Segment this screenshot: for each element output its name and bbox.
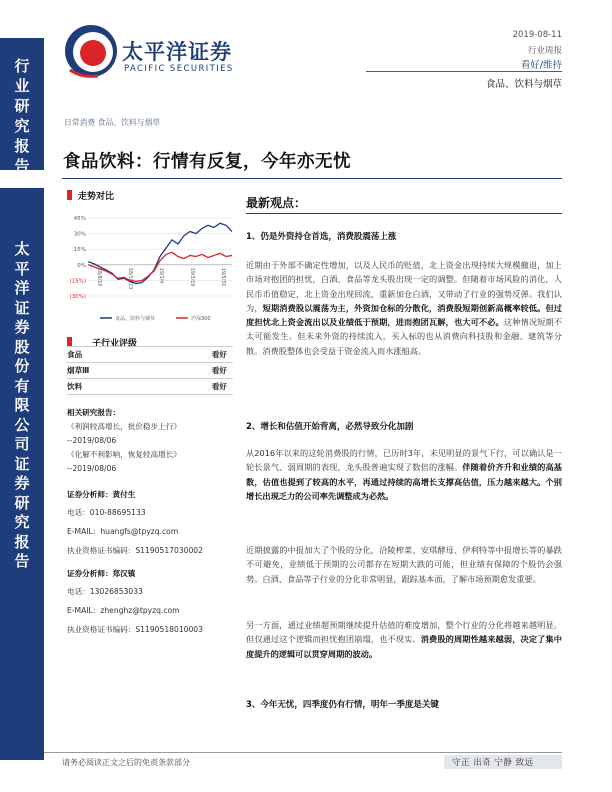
- legend-label: 食品、饮料与烟草: [115, 316, 156, 322]
- x-tick-label: 19/5/31: [220, 267, 225, 287]
- footer-divider: [44, 752, 562, 753]
- subsector-rating: 看好: [211, 366, 227, 375]
- sidebar-bottom-char: 券: [14, 474, 30, 492]
- sidebar-top-char: 报: [14, 137, 30, 155]
- sidebar-bottom-char: 研: [14, 493, 30, 512]
- sidebar-top-label: [0, 38, 44, 176]
- section-3-title: 3、今年无忧，四季度仍有行情，明年一季度是关键: [246, 700, 439, 710]
- section-1-text: 近期由于外部不确定性增加，以及人民币的贬值，北上资金出现持续大规模撤退，加上市场对抱团的担忧，白酒、食品等龙头股出现一定的调整。但随着市场风险的消化，人民币币值稳定，北上资金出现回流，重新加仓白酒，又带动了行业的强势反弹。我们认为，: [246, 260, 562, 313]
- sidebar-bottom-char: 有: [14, 376, 30, 395]
- section-2-text-3: 另一方面，通过业绩超预期继续提升估值的难度增加，整个行业的分化将越来越明显。但仅通过这个逻辑而担忧抱团崩塌，也不现实。: [246, 620, 562, 645]
- logo-icon: [62, 22, 120, 80]
- analyst-name: 证券分析师：郑汉镇: [67, 569, 136, 578]
- y-tick-label: 15%: [73, 247, 86, 254]
- y-tick-label: 45%: [73, 216, 86, 222]
- y-tick-label: (30%): [69, 294, 86, 300]
- sidebar-bottom-char: 平: [14, 259, 30, 278]
- title-divider: [62, 178, 562, 179]
- related-heading: 相关研究报告：: [67, 408, 121, 417]
- sidebar-top-char: 行: [14, 57, 30, 75]
- related-item: --2019/08/06: [67, 436, 117, 445]
- main-heading: 最新观点：: [246, 196, 307, 210]
- y-tick-label: (15%): [69, 278, 86, 285]
- section-2-title: 2、增长和估值开始背离，必然导致分化加剧: [246, 422, 414, 432]
- sidebar-bottom-char: 告: [14, 552, 30, 570]
- logo-text-en: PACIFIC SECURITIES: [124, 64, 234, 74]
- ratings-heading: 子行业评级: [92, 339, 138, 349]
- analyst-block-1: [67, 486, 242, 560]
- analyst-name: 证券分析师：黄付生: [67, 490, 136, 499]
- related-section: [67, 406, 237, 476]
- section-2-para-1: [246, 446, 562, 503]
- x-tick-label: 18/8/10: [96, 267, 101, 287]
- analyst-phone: 电话：010-88695133: [67, 508, 146, 517]
- section-2-para-2: 近期披露的中报加大了个股的分化，洽陵榨菜、安琪酵母、伊利特等中报增长等的暴跌不可避免，业绩低于预期的公司都存在短期大跌的可能，但业绩有保障的个股仍会强势。白酒、食品等子行业的分化非常明显，跟踪基本面，了解市场预期愈发重要。: [246, 545, 562, 584]
- section-2-text: 从2016年以来的这轮消费股的行情，已历时3年，未见明显的景气下行，可以确认是一轮长景气、弱周期的表现，龙头股普遍实现了数倍的涨幅。: [246, 448, 562, 473]
- logo-text-cn: 太平洋证券: [122, 40, 232, 64]
- sidebar-bottom-char: 洋: [14, 279, 30, 297]
- related-item: 《利润较高增长，批价稳步上行》: [67, 422, 181, 431]
- rating-badge: 看好/维持: [520, 60, 562, 71]
- analyst-block-2: [67, 565, 242, 639]
- sidebar-bottom-char: 证: [14, 454, 30, 473]
- analyst-email[interactable]: E-MAIL：zhenghz@tpyzq.com: [67, 606, 180, 615]
- sidebar-bottom-label: [0, 188, 44, 572]
- sidebar-bottom-char: 限: [14, 396, 30, 414]
- section-2-bold-3: 消费股的周期性越来越弱，决定了集中度提升的逻辑可以贯穿周期的波动。: [246, 634, 562, 659]
- report-date: 2019-08-11: [512, 30, 562, 40]
- sidebar-bottom-char: 股: [14, 337, 30, 356]
- sidebar-top-char: 究: [14, 117, 30, 135]
- subsector-rating: 看好: [211, 382, 227, 391]
- subsector-name: 食品: [67, 350, 83, 359]
- sidebar-bottom-char: 太: [14, 240, 30, 258]
- footer-motto: 守正 出奇 宁静 致远: [452, 758, 534, 768]
- ratings-table: [67, 346, 233, 395]
- main-heading-underline: [246, 213, 562, 214]
- sidebar-bottom-char: 司: [14, 435, 30, 453]
- analyst-email[interactable]: E-MAIL：huangfs@tpyzq.com: [67, 527, 179, 536]
- header-divider: [366, 71, 562, 72]
- sidebar-bottom-char: 券: [14, 318, 30, 336]
- subsector-name: 烟草Ⅲ: [67, 366, 90, 375]
- section-1-text-end: 这种情况短期不太可能发生。但未来外资的持续流入，买入标的也从消费向科技股和金融、建筑等分散。消费股整体也会受益于资金流入而水涨船高。: [246, 317, 562, 356]
- sidebar-bottom-char: 证: [14, 298, 30, 317]
- section-1-bold: 短期消费股以震荡为主，外资加仓标的分散化，消费股短期创新高概率较低。但过度担忧北上资金流出以及业绩低于预期，进而抱团瓦解，也大可不必。: [246, 302, 562, 328]
- sidebar-bottom-band: [0, 188, 44, 760]
- footer-disclaimer: 请务必阅读正文之后的免责条款部分: [62, 758, 190, 767]
- analyst-cert: 执业资格证书编码：S1190518010003: [67, 625, 203, 634]
- legend-label: 沪深300: [191, 316, 211, 322]
- sidebar-top-char: 业: [14, 77, 30, 95]
- sidebar-top-band: [0, 38, 44, 175]
- section-1-para: [246, 258, 562, 358]
- trend-heading-marker: [67, 190, 72, 200]
- subsector-rating: 看好: [211, 350, 227, 359]
- y-tick-label: 30%: [73, 231, 86, 238]
- breadcrumb: 日常消费 食品、饮料与烟草: [64, 118, 161, 127]
- sidebar-bottom-char: 份: [14, 357, 30, 375]
- x-tick-label: 19/3/19: [189, 267, 194, 287]
- sidebar-bottom-char: 公: [14, 415, 30, 434]
- section-1-title: 1、仍是外资持仓首选，消费股震荡上涨: [246, 232, 397, 242]
- rating-row: [67, 363, 233, 379]
- section-2-bold: 伴随着价齐升和业绩的高基数，估值也提到了较高的水平，再通过持续的高增长支撑高估值，压力越来越大。个别增长出现乏力的公司率先调整成为必然。: [246, 462, 562, 501]
- trend-chart: [64, 210, 236, 325]
- analyst-phone: 电话：13026853033: [67, 587, 143, 596]
- rating-row: [67, 346, 233, 363]
- x-tick-label: 18/10/23: [127, 267, 132, 290]
- trend-heading: 走势对比: [78, 192, 115, 202]
- sidebar-bottom-char: 究: [14, 513, 30, 531]
- report-type: 行业周报: [527, 46, 562, 56]
- section-2-para-3: [246, 618, 562, 661]
- sidebar-bottom-char: 报: [14, 532, 30, 551]
- related-item: --2019/08/06: [67, 464, 117, 473]
- analyst-cert: 执业资格证书编码：S1190517030002: [67, 546, 203, 555]
- sector-label: 食品、饮料与烟草: [485, 79, 562, 90]
- y-tick-label: 0%: [77, 262, 86, 269]
- rating-row: [67, 379, 233, 395]
- sidebar-top-char: 研: [14, 97, 30, 115]
- page-title: 食品饮料：行情有反复，今年亦无忧: [63, 152, 351, 172]
- sidebar-top-char: 告: [14, 157, 30, 175]
- x-tick-label: 19/1/4: [158, 267, 163, 284]
- subsector-name: 饮料: [67, 382, 83, 391]
- related-item: 《化解不利影响，恢复较高增长》: [67, 450, 181, 459]
